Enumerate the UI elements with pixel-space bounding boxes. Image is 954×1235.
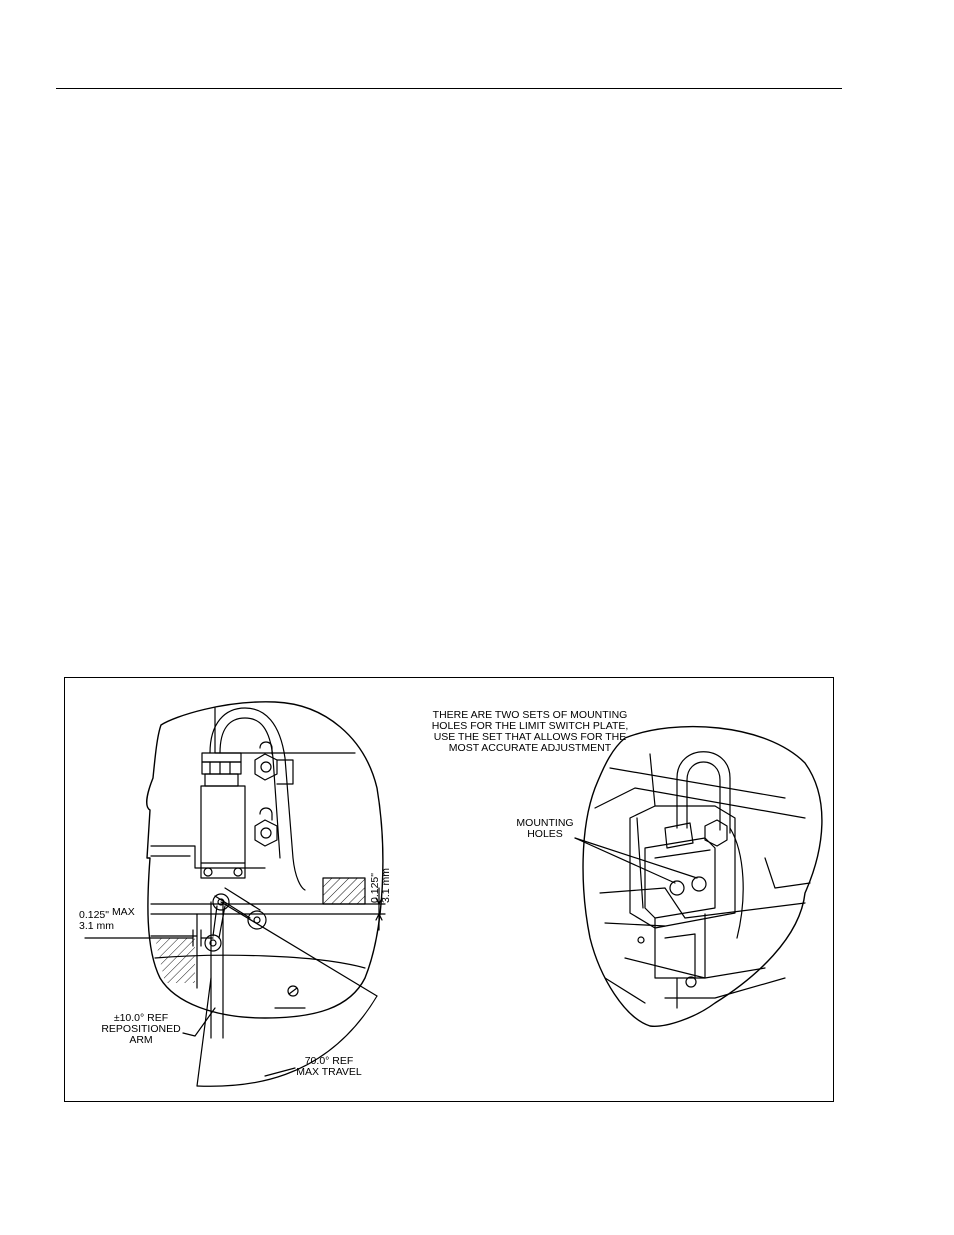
dim-max-inch: 0.125" — [79, 909, 110, 921]
mounting-note-line4: MOST ACCURATE ADJUSTMENT — [448, 742, 612, 754]
travel-ref-line1: 70.0° REF — [304, 1055, 354, 1067]
travel-ref-label — [287, 1056, 371, 1078]
arm-ref-line1: ±10.0° REF — [113, 1012, 169, 1024]
mounting-note-line3: USE THE SET THAT ALLOWS FOR THE — [433, 731, 627, 743]
mounting-holes-line2: HOLES — [527, 828, 563, 840]
dim-vert-mm: 3.1 mm — [380, 867, 392, 903]
right-switch-view — [575, 727, 822, 1027]
header-rule — [56, 88, 842, 89]
arm-ref-line3: ARM — [129, 1034, 153, 1046]
arm-ref-line2: REPOSITIONED — [101, 1023, 181, 1035]
travel-ref-line2: MAX TRAVEL — [296, 1066, 362, 1078]
dim-vert-inch: 0.125" — [369, 872, 381, 903]
mounting-note — [415, 710, 645, 754]
dim-max-label — [79, 906, 135, 932]
mounting-holes-label — [505, 818, 585, 840]
dim-vertical-label — [370, 868, 392, 903]
limit-switch-figure — [64, 677, 834, 1102]
dim-max-suffix: MAX — [111, 906, 135, 918]
mounting-holes-line1: MOUNTING — [516, 817, 574, 829]
mounting-note-line2: HOLES FOR THE LIMIT SWITCH PLATE, — [431, 720, 629, 732]
mounting-note-line1: THERE ARE TWO SETS OF MOUNTING — [432, 709, 628, 721]
arm-ref-label — [95, 1013, 187, 1046]
dim-max-mm: 3.1 mm — [79, 920, 115, 932]
